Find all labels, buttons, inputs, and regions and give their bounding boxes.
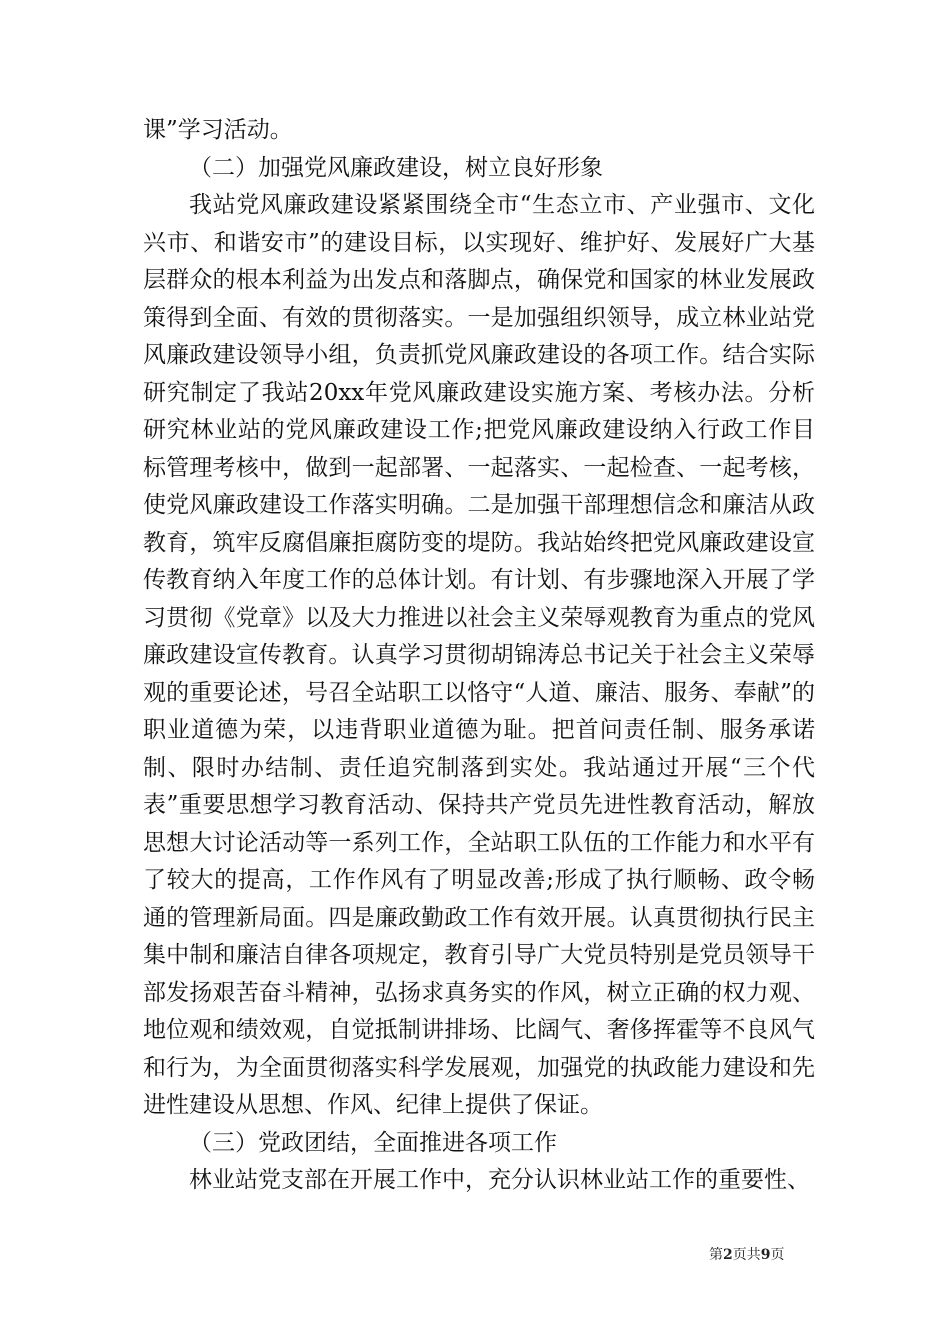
footer-current-page: 2: [723, 1247, 733, 1263]
paragraph-party-unity: 林业站党支部在开展工作中，充分认识林业站工作的重要性、: [189, 1167, 810, 1193]
footer-suffix: 页: [770, 1247, 785, 1263]
paragraph-continuation: 课”学习活动。: [143, 117, 293, 143]
section-heading-2: （二）加强党风廉政建设，树立良好形象: [189, 154, 603, 181]
paragraph-party-integrity: 我站党风廉政建设紧紧围绕全市“生态立市、产业强市、文化兴市、和谐安市”的建设目标，以实现好、维护好、发展好广大基层群众的根本利益为出发点和落脚点，确保党和国家的林业发展政策得到全面、有效的贯彻落实。一是加强组织领导，成立林业站党风廉政建设领导小组，负责抓党风廉政建设的各项工作。结合实际研究制定了我站20xx年党风廉政建设实施方案、考核办法。分析研究林业站的党风廉政建设工作;把党风廉政建设纳入行政工作目标管理考核中，做到一起部署、一起落实、一起检查、一起考核，使党风廉政建设工作落实明确。二是加强干部理想信念和廉洁从政教育，筑牢反腐倡廉拒腐防变的堤防。我站始终把党风廉政建设宣传教育纳入年度工作的总体计划。有计划、有步骤地深入开展了学习贯彻《党章》以及大力推进以社会主义荣辱观教育为重点的党风廉政建设宣传教育。认真学习贯彻胡锦涛总书记关于社会主义荣辱观的重要论述，号召全站职工以恪守“人道、廉洁、服务、奉献”的职业道德为荣，以违背职业道德为耻。把首问责任制、服务承诺制、限时办结制、责任追究制落到实处。我站通过开展“三个代表”重要思想学习教育活动、保持共产党员先进性教育活动，解放思想大讨论活动等一系列工作，全站职工队伍的工作能力和水平有了较大的提高，工作作风有了明显改善;形成了执行顺畅、政令畅通的管理新局面。四是廉政勤政工作有效开展。认真贯彻执行民主集中制和廉洁自律各项规定，教育引导广大党员特别是党员领导干部发扬艰苦奋斗精神，弘扬求真务实的作风，树立正确的权力观、地位观和绩效观，自觉抵制讲排场、比阔气、奢侈挥霍等不良风气和行为，为全面贯彻落实科学发展观，加强党的执政能力建设和先进性建设从思想、作风、纪律上提供了保证。: [143, 192, 815, 1118]
page-number-footer: [709, 1245, 785, 1265]
footer-middle: 页共: [732, 1247, 761, 1263]
footer-prefix: 第: [709, 1247, 723, 1263]
section-heading-3: （三）党政团结，全面推进各项工作: [189, 1129, 557, 1156]
document-body: [143, 112, 815, 1200]
footer-total-pages: 9: [760, 1247, 771, 1263]
